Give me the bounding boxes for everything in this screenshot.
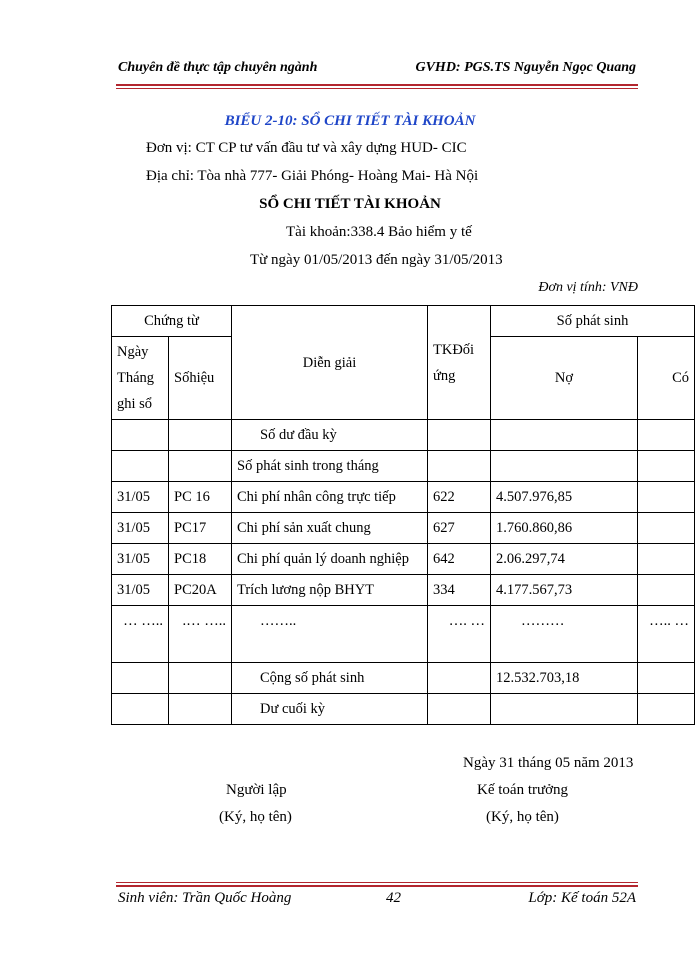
preparer-title: Người lập <box>226 782 287 798</box>
table-row <box>112 513 695 544</box>
cell-ref: PC20A <box>169 575 232 606</box>
footer-rule-thin <box>116 882 638 883</box>
th-so-hieu: Sốhiệu <box>169 337 232 420</box>
cell-date: 31/05 <box>112 575 169 606</box>
cell-desc: …….. <box>232 606 428 663</box>
th-dien-giai: Diễn giải <box>232 306 428 420</box>
ellipsis-row <box>112 606 695 663</box>
th-ngay: Ngày Tháng ghi sổ <box>112 337 169 420</box>
cell-tk: 622 <box>428 482 491 513</box>
period-line: Từ ngày 01/05/2013 đến ngày 31/05/2013 <box>250 252 503 268</box>
signature-date: Ngày 31 tháng 05 năm 2013 <box>463 755 634 771</box>
cell-date: 31/05 <box>112 482 169 513</box>
opening-balance-label: Số dư đầu kỳ <box>232 420 428 451</box>
cell-desc: Trích lương nộp BHYT <box>232 575 428 606</box>
cell-co <box>638 575 695 606</box>
header-rule <box>116 84 638 86</box>
accountant-note: (Ký, họ tên) <box>486 809 559 825</box>
header-course: Chuyên đề thực tập chuyên ngành <box>118 60 318 75</box>
th-tk-doi-ung: TKĐối ứng <box>428 306 491 420</box>
th-no: Nợ <box>491 337 638 420</box>
unit-line: Đơn vị: CT CP tư vấn đầu tư và xây dựng HUD- CIC <box>146 140 467 156</box>
page-number: 42 <box>386 890 401 906</box>
figure-caption: BIỂU 2-10: SỔ CHI TIẾT TÀI KHOẢN <box>224 113 476 129</box>
cell-no: ……… <box>491 606 638 663</box>
cell-desc: Chi phí quản lý doanh nghiệp <box>232 544 428 575</box>
accountant-title: Kế toán trưởng <box>477 782 569 798</box>
th-chung-tu: Chứng từ <box>112 306 232 337</box>
cell-tk: 334 <box>428 575 491 606</box>
table-row <box>112 544 695 575</box>
page-footer <box>118 890 636 910</box>
th-so-phat-sinh: Số phát sinh <box>491 306 695 337</box>
cell-date: … ….. <box>112 606 169 663</box>
header-supervisor: GVHD: PGS.TS Nguyễn Ngọc Quang <box>415 60 636 75</box>
cell-tk: …. … <box>428 606 491 663</box>
cell-tk: 642 <box>428 544 491 575</box>
header-rule-thin <box>116 88 638 89</box>
address-line: Địa chỉ: Tòa nhà 777- Giải Phóng- Hoàng Mai- Hà Nội <box>146 168 479 184</box>
cell-co <box>638 544 695 575</box>
cell-no: 4.507.976,85 <box>491 482 638 513</box>
table-row <box>112 451 695 482</box>
cell-desc: Chi phí nhân công trực tiếp <box>232 482 428 513</box>
page-header <box>118 60 636 82</box>
cell-ref: .… ….. <box>169 606 232 663</box>
cell-no: 2.06.297,74 <box>491 544 638 575</box>
total-row <box>112 663 695 694</box>
currency-unit: Đơn vị tính: VNĐ <box>538 280 638 295</box>
header-row-1 <box>112 306 695 337</box>
table-row <box>112 482 695 513</box>
closing-balance-label: Dư cuối kỳ <box>232 694 428 725</box>
cell-no: 4.177.567,73 <box>491 575 638 606</box>
cell-date: 31/05 <box>112 513 169 544</box>
cell-ref: PC18 <box>169 544 232 575</box>
total-label: Cộng số phát sinh <box>232 663 428 694</box>
cell-co <box>638 482 695 513</box>
table-row <box>112 420 695 451</box>
footer-student: Sinh viên: Trần Quốc Hoàng <box>118 890 292 906</box>
preparer-note: (Ký, họ tên) <box>219 809 292 825</box>
closing-row <box>112 694 695 725</box>
cell-tk: 627 <box>428 513 491 544</box>
account-line: Tài khoản:338.4 Bảo hiểm y tế <box>286 224 472 240</box>
ledger-table <box>111 305 695 725</box>
cell-no: 1.760.860,86 <box>491 513 638 544</box>
cell-desc: Chi phí sản xuất chung <box>232 513 428 544</box>
footer-class: Lớp: Kế toán 52A <box>528 890 636 906</box>
cell-date: 31/05 <box>112 544 169 575</box>
footer-rule <box>116 885 638 887</box>
total-no: 12.532.703,18 <box>491 663 638 694</box>
cell-co <box>638 513 695 544</box>
th-co: Có <box>638 337 695 420</box>
table-row <box>112 575 695 606</box>
in-month-label: Số phát sinh trong tháng <box>232 451 428 482</box>
document-title: SỔ CHI TIẾT TÀI KHOẢN <box>259 196 441 212</box>
cell-co: ….. … <box>638 606 695 663</box>
cell-ref: PC17 <box>169 513 232 544</box>
cell-ref: PC 16 <box>169 482 232 513</box>
